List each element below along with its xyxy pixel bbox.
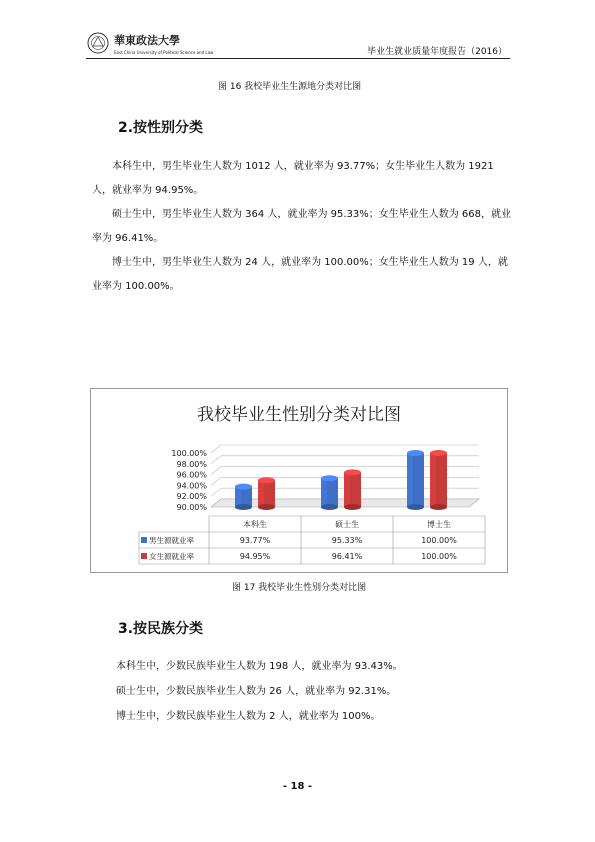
bar-highlight	[321, 478, 327, 507]
bar-0-0	[235, 484, 252, 510]
x-category-label: 本科生	[243, 520, 267, 529]
gridline-side	[211, 456, 221, 464]
header-divider	[86, 58, 510, 59]
data-label: 94.95%	[239, 552, 271, 561]
paragraph-doctor: 博士生中，男生毕业生人数为 24 人，就业率为 100.00%；女生毕业生人数为 19 人，就业率为 100.00%。	[92, 257, 508, 292]
bar-highlight	[407, 453, 413, 507]
bar-base	[344, 504, 361, 510]
bar-2-1	[430, 450, 447, 510]
legend-entry: 女生源就业率	[149, 552, 194, 561]
ethnic-undergrad-line: 本科生中，少数民族毕业生人数为 198 人，就业率为 93.43%。	[116, 661, 403, 672]
data-label: 95.33%	[331, 536, 363, 545]
bar-highlight	[258, 480, 264, 507]
university-seal-icon	[86, 26, 236, 60]
bar-highlight	[235, 487, 241, 507]
y-tick-label: 98.00%	[176, 459, 207, 469]
data-label: 100.00%	[421, 536, 457, 545]
bar-base	[430, 504, 447, 510]
bar-cap	[258, 477, 275, 483]
figure17-caption: 图 17 我校毕业生性别分类对比图	[232, 583, 367, 593]
bar-cap	[430, 450, 447, 456]
figure16-caption: 图 16 我校毕业生生源地分类对比图	[218, 82, 362, 92]
section3-heading: 3.按民族分类	[118, 621, 204, 637]
legend-entry: 男生源就业率	[149, 536, 194, 545]
bar-base	[235, 504, 252, 510]
report-title: 毕业生就业质量年度报告（2016）	[367, 47, 507, 57]
data-label: 96.41%	[331, 552, 363, 561]
logo-en-text: East China University of Political Science and Law	[114, 50, 214, 55]
chart-title: 我校毕业生性别分类对比图	[197, 405, 401, 425]
university-logo	[86, 26, 236, 60]
bar-1-1	[344, 469, 361, 510]
gender-chart	[90, 388, 508, 573]
x-category-label: 博士生	[427, 520, 451, 529]
section2-heading: 2.按性别分类	[118, 120, 204, 136]
bar-cap	[407, 450, 424, 456]
chart-canvas	[91, 389, 507, 572]
y-tick-label: 90.00%	[176, 503, 207, 512]
data-label: 100.00%	[421, 552, 457, 561]
bar-cap	[321, 475, 338, 481]
bar-cap	[235, 484, 252, 490]
data-label: 93.77%	[239, 536, 271, 545]
ethnic-doctor-line: 博士生中，少数民族毕业生人数为 2 人，就业率为 100%。	[116, 711, 381, 722]
bar-highlight	[344, 472, 350, 507]
bar-highlight	[430, 453, 436, 507]
y-tick-label: 92.00%	[176, 492, 207, 502]
bar-1-0	[321, 475, 338, 510]
bar-2-0	[407, 450, 424, 510]
paragraph-master: 硕士生中，男生毕业生人数为 364 人，就业率为 95.33%；女生毕业生人数为 668，就业率为 96.41%。	[92, 209, 512, 244]
bar-base	[321, 504, 338, 510]
ethnic-master-line: 硕士生中，少数民族毕业生人数为 26 人，就业率为 92.31%。	[116, 686, 397, 697]
gridline-side	[211, 488, 221, 496]
page-number: - 18 -	[282, 781, 313, 792]
gridline-side	[211, 445, 221, 453]
bar-base	[258, 504, 275, 510]
paragraph-undergrad: 本科生中，男生毕业生人数为 1012 人，就业率为 93.77%；女生毕业生人数为 1921 人，就业率为 94.95%。	[92, 161, 494, 196]
x-category-label: 硕士生	[335, 520, 359, 529]
y-tick-label: 94.00%	[176, 481, 207, 491]
gridline-side	[211, 477, 221, 485]
legend-swatch	[141, 553, 147, 559]
legend-swatch	[141, 537, 147, 543]
bar-0-1	[258, 477, 275, 510]
bar-cap	[344, 469, 361, 475]
bar-base	[407, 504, 424, 510]
section2-body	[92, 155, 512, 299]
y-tick-label: 96.00%	[176, 470, 207, 480]
logo-cn-text: 華東政法大學	[114, 34, 180, 47]
y-tick-label: 100.00%	[171, 449, 207, 458]
gridline-side	[211, 467, 221, 475]
